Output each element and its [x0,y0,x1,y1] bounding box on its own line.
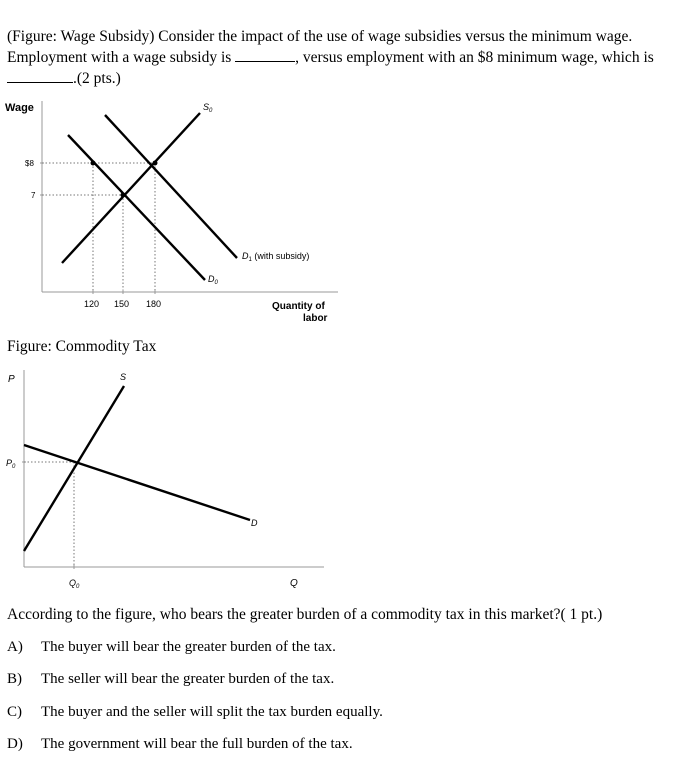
demand-d0-curve [68,135,205,280]
supply-curve [62,113,200,263]
option-d[interactable] [7,736,353,753]
option-c-letter: C) [7,704,22,720]
option-c[interactable] [7,704,383,721]
p0-label: $P_0$ [6,458,16,470]
demand-label-2: D [251,518,258,528]
option-d-letter: D) [7,736,23,752]
y-tick-8: $8 [25,159,34,168]
supply-label: $S_0$ [203,102,213,114]
question-1-part3: .(2 pts.) [73,70,121,87]
quantity-axis-label-1: Quantity of [272,301,325,312]
q-axis-label: Q [290,578,298,589]
option-a[interactable] [7,639,336,656]
demand-d1-label: $D_1$ (with subsidy) [242,251,310,263]
commodity-tax-figure [0,364,330,594]
demand-curve-2 [24,445,250,520]
option-b[interactable] [7,671,334,688]
option-d-text: The government will bear the full burden of the tax. [41,736,353,752]
point-min-wage [91,161,96,166]
point-subsidy [153,161,158,166]
q0-label: $Q_0$ [69,578,80,590]
question-1-part2: , versus employment with an $8 minimum wage, which is [295,49,654,66]
demand-d0-label: $D_0$ [208,274,218,286]
quantity-axis-label-2: labor [303,313,328,324]
figure-2-title: Figure: Commodity Tax [7,338,157,355]
option-c-text: The buyer and the seller will split the tax burden equally. [41,704,383,720]
question-1-text [7,26,687,89]
p-axis-label: P [8,374,15,385]
x-tick-120: 120 [84,299,100,309]
supply-label-2: S [120,372,127,382]
x-tick-150: 150 [114,299,130,309]
option-b-text: The seller will bear the greater burden of the tax. [41,671,335,687]
answer-blank-1[interactable] [235,47,295,62]
y-tick-7: 7 [31,191,36,200]
question-1-part1: (Figure: Wage Subsidy) Consider the impact of the use of wage subsidies versus the minimum wage. Employment with a wage subsidy is [7,28,633,66]
answer-blank-2[interactable] [7,68,73,83]
point-equilibrium [121,193,126,198]
x-tick-180: 180 [146,299,162,309]
demand-d1-curve [105,115,237,258]
question-2-text: According to the figure, who bears the greater burden of a commodity tax in this market?( 1 pt.) [7,606,603,623]
option-a-letter: A) [7,639,23,655]
option-a-text: The buyer will bear the greater burden of the tax. [41,639,336,655]
option-b-letter: B) [7,671,22,687]
wage-axis-label: Wage [5,102,34,114]
wage-subsidy-figure [0,95,340,330]
